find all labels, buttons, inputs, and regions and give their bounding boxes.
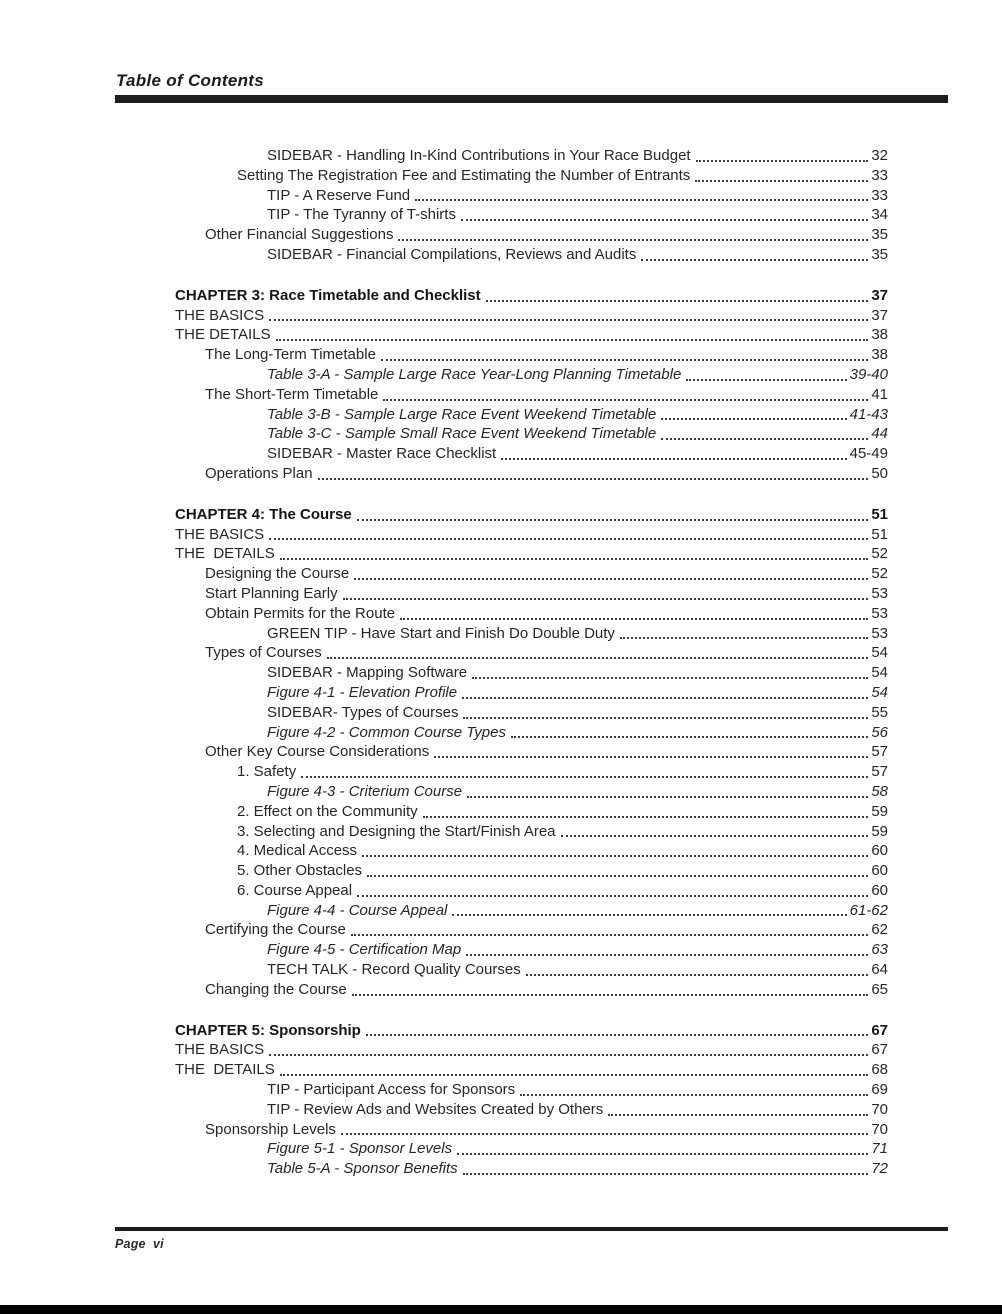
toc-entry <box>175 802 888 822</box>
toc-entry <box>175 723 888 743</box>
dot-leader <box>352 994 869 996</box>
toc-section <box>175 505 888 1000</box>
dot-leader <box>301 776 868 778</box>
toc-entry-page: 60 <box>871 842 888 860</box>
toc-entry <box>175 146 888 166</box>
toc-entry-page: 53 <box>871 584 888 602</box>
toc-entry-page: 69 <box>871 1081 888 1099</box>
toc-entry-label: 3. Selecting and Designing the Start/Finish Area <box>237 822 556 840</box>
toc-entry-label: Other Financial Suggestions <box>205 226 394 244</box>
toc-entry <box>175 861 888 881</box>
toc-entry <box>175 1139 888 1159</box>
toc-entry-page: 70 <box>871 1100 888 1118</box>
toc-entry-page: 45-49 <box>849 445 888 463</box>
dot-leader <box>457 1153 868 1155</box>
toc-entry <box>175 405 888 425</box>
dot-leader <box>269 1054 868 1056</box>
toc-entry-page: 33 <box>871 186 888 204</box>
dot-leader <box>280 558 869 560</box>
toc-entry-page: 38 <box>871 326 888 344</box>
footer-rule <box>115 1227 948 1231</box>
dot-leader <box>381 359 868 361</box>
toc-entry-label: THE DETAILS <box>175 545 275 563</box>
dot-leader <box>463 717 868 719</box>
toc-entry-page: 63 <box>871 941 888 959</box>
toc-entry-label: TIP - A Reserve Fund <box>267 186 411 204</box>
toc-entry-label: 1. Safety <box>237 763 297 781</box>
toc-entry-page: 54 <box>871 664 888 682</box>
toc-entry <box>175 286 888 306</box>
dot-leader <box>641 259 868 261</box>
toc-entry-page: 34 <box>871 206 888 224</box>
dot-leader <box>561 835 869 837</box>
dot-leader <box>695 180 868 182</box>
dot-leader <box>357 519 869 521</box>
toc-entry-label: 4. Medical Access <box>237 842 358 860</box>
toc-entry-page: 53 <box>871 604 888 622</box>
toc-entry <box>175 742 888 762</box>
toc-entry-page: 70 <box>871 1120 888 1138</box>
dot-leader <box>366 1034 868 1036</box>
toc-entry-label: CHAPTER 4: The Course <box>175 505 352 523</box>
toc-entry-page: 32 <box>871 147 888 164</box>
scan-edge-bar <box>0 1305 1002 1314</box>
toc-entry <box>175 564 888 584</box>
toc-entry-page: 41 <box>871 385 888 403</box>
dot-leader <box>526 974 869 976</box>
toc-entry <box>175 205 888 225</box>
dot-leader <box>434 756 868 758</box>
dot-leader <box>661 418 846 420</box>
dot-leader <box>343 598 869 600</box>
dot-leader <box>280 1074 869 1076</box>
toc-entry-page: 57 <box>871 763 888 781</box>
dot-leader <box>354 578 868 580</box>
dot-leader <box>461 219 868 221</box>
dot-leader <box>452 914 846 916</box>
toc-entry-label: Figure 5-1 - Sponsor Levels <box>267 1140 453 1158</box>
toc-entry-page: 50 <box>871 464 888 482</box>
toc-entry-page: 67 <box>871 1041 888 1059</box>
toc-entry <box>175 960 888 980</box>
toc-entry <box>175 166 888 186</box>
dot-leader <box>423 816 869 818</box>
toc-entry-page: 38 <box>871 346 888 364</box>
toc-entry <box>175 424 888 444</box>
toc-section <box>175 146 888 265</box>
toc-entry-page: 35 <box>871 226 888 244</box>
toc-entry-label: Obtain Permits for the Route <box>205 604 396 622</box>
toc-entry-page: 56 <box>871 723 888 741</box>
toc-entry <box>175 604 888 624</box>
toc-entry-page: 44 <box>871 425 888 443</box>
toc-entry-label: Certifying the Course <box>205 921 346 939</box>
toc-entry-label: TIP - Review Ads and Websites Created by Others <box>267 1100 604 1118</box>
page-number-label: Page vi <box>115 1237 164 1251</box>
toc-entry <box>175 822 888 842</box>
toc-entry <box>175 444 888 464</box>
toc-entry-label: CHAPTER 5: Sponsorship <box>175 1021 361 1039</box>
toc-entry-label: 6. Course Appeal <box>237 881 353 899</box>
toc-entry <box>175 1080 888 1100</box>
toc-entry-label: TECH TALK - Record Quality Courses <box>267 961 521 979</box>
toc-entry-label: Figure 4-4 - Course Appeal <box>267 901 448 919</box>
toc-entry-page: 67 <box>871 1021 888 1039</box>
toc-entry <box>175 1060 888 1080</box>
toc-entry-label: THE BASICS <box>175 306 265 324</box>
toc-entry-page: 55 <box>871 703 888 721</box>
toc-entry <box>175 1021 888 1041</box>
toc-entry-label: THE BASICS <box>175 525 265 543</box>
toc-entry-page: 59 <box>871 802 888 820</box>
dot-leader <box>341 1133 868 1135</box>
toc-entry-page: 65 <box>871 980 888 998</box>
dot-leader <box>400 618 868 620</box>
dot-leader <box>398 239 868 241</box>
page-title: Table of Contents <box>116 71 265 90</box>
toc-entry-label: 2. Effect on the Community <box>237 802 418 820</box>
toc-entry <box>175 365 888 385</box>
toc-entry <box>175 980 888 1000</box>
toc-entry-label: SIDEBAR- Types of Courses <box>267 703 459 721</box>
toc-entry-page: 71 <box>871 1140 888 1158</box>
toc-entry-page: 59 <box>871 822 888 840</box>
toc-entry-page: 51 <box>871 525 888 543</box>
toc-entry-page: 51 <box>871 505 888 523</box>
toc-entry-page: 58 <box>871 782 888 800</box>
toc-entry-label: Setting The Registration Fee and Estimating the Number of Entrants <box>237 166 691 184</box>
dot-leader <box>269 319 868 321</box>
dot-leader <box>608 1114 868 1116</box>
toc-entry <box>175 1159 888 1179</box>
toc-entry <box>175 940 888 960</box>
toc-entry-label: THE DETAILS <box>175 1061 275 1079</box>
toc-entry-label: THE BASICS <box>175 1041 265 1059</box>
toc-entry-page: 53 <box>871 624 888 642</box>
toc-entry-label: SIDEBAR - Financial Compilations, Reviews and Audits <box>267 245 637 263</box>
toc-entry-label: Figure 4-1 - Elevation Profile <box>267 683 458 701</box>
toc-entry-page: 37 <box>871 306 888 324</box>
toc-entry-label: Sponsorship Levels <box>205 1120 336 1138</box>
dot-leader <box>327 657 869 659</box>
toc-entry <box>175 505 888 525</box>
dot-leader <box>466 954 868 956</box>
toc-entry <box>175 624 888 644</box>
toc-entry-label: 5. Other Obstacles <box>237 862 363 880</box>
toc-entry-label: The Short-Term Timetable <box>205 385 379 403</box>
dot-leader <box>501 458 846 460</box>
dot-leader <box>269 538 868 540</box>
toc-entry <box>175 306 888 326</box>
header-rule <box>115 95 948 103</box>
toc-entry-label: SIDEBAR - Master Race Checklist <box>267 445 497 463</box>
toc-entry-label: Table 3-B - Sample Large Race Event Weekend Timetable <box>267 405 657 423</box>
toc-entry-label: Types of Courses <box>205 644 322 662</box>
toc-entry-page: 41-43 <box>849 405 888 423</box>
toc-entry-label: CHAPTER 3: Race Timetable and Checklist <box>175 286 481 304</box>
toc-entry-page: 35 <box>871 245 888 263</box>
toc-entry-label: Other Key Course Considerations <box>205 743 430 761</box>
dot-leader <box>463 1173 869 1175</box>
dot-leader <box>686 379 846 381</box>
toc-entry-page: 64 <box>871 961 888 979</box>
dot-leader <box>620 637 868 639</box>
dot-leader <box>467 796 868 798</box>
toc-entry-page: 60 <box>871 862 888 880</box>
toc-entry <box>175 762 888 782</box>
toc-entry-page: 52 <box>871 565 888 583</box>
toc-entry-label: Figure 4-5 - Certification Map <box>267 941 462 959</box>
dot-leader <box>472 677 868 679</box>
toc-entry <box>175 643 888 663</box>
dot-leader <box>462 697 868 699</box>
toc-entry-label: Figure 4-3 - Criterium Course <box>267 782 463 800</box>
toc-entry-label: TIP - The Tyranny of T-shirts <box>267 206 456 224</box>
toc-entry-label: THE DETAILS <box>175 326 271 344</box>
toc-entry-label: Table 3-C - Sample Small Race Event Weekend Timetable <box>267 425 657 443</box>
toc-entry-label: Start Planning Early <box>205 584 338 602</box>
toc-entry-label: SIDEBAR - Handling In-Kind Contributions in Your Race Budget <box>267 147 691 164</box>
toc-entry-label: Table 5-A - Sponsor Benefits <box>267 1160 458 1178</box>
toc-entry <box>175 325 888 345</box>
dot-leader <box>276 339 869 341</box>
toc-entry <box>175 1040 888 1060</box>
dot-leader <box>415 199 868 201</box>
toc-entry <box>175 881 888 901</box>
dot-leader <box>511 736 868 738</box>
toc-entry <box>175 225 888 245</box>
toc-entry <box>175 544 888 564</box>
toc-entry <box>175 464 888 484</box>
toc-entry-label: GREEN TIP - Have Start and Finish Do Double Duty <box>267 624 615 642</box>
toc-entry-label: TIP - Participant Access for Sponsors <box>267 1081 516 1099</box>
toc-entry-label: Figure 4-2 - Common Course Types <box>267 723 506 741</box>
toc-entry-label: Designing the Course <box>205 565 350 583</box>
toc-entry-page: 60 <box>871 881 888 899</box>
toc-entry-page: 54 <box>871 644 888 662</box>
toc-entry-page: 52 <box>871 545 888 563</box>
dot-leader <box>661 438 868 440</box>
dot-leader <box>367 875 868 877</box>
toc-entry <box>175 782 888 802</box>
toc-entry <box>175 584 888 604</box>
toc-section <box>175 1021 888 1179</box>
dot-leader <box>357 895 868 897</box>
toc-entry <box>175 525 888 545</box>
toc-entry-label: The Long-Term Timetable <box>205 346 376 364</box>
toc-entry-page: 37 <box>871 286 888 304</box>
toc-entry-label: Operations Plan <box>205 464 313 482</box>
toc-entry <box>175 1120 888 1140</box>
toc-entry <box>175 901 888 921</box>
dot-leader <box>383 399 868 401</box>
dot-leader <box>520 1094 868 1096</box>
toc-entry <box>175 245 888 265</box>
dot-leader <box>351 934 868 936</box>
toc-entry-page: 72 <box>871 1160 888 1178</box>
toc-entry-page: 33 <box>871 166 888 184</box>
dot-leader <box>362 855 868 857</box>
dot-leader <box>486 300 869 302</box>
toc-entry <box>175 703 888 723</box>
toc-entry <box>175 663 888 683</box>
toc-entry-page: 68 <box>871 1061 888 1079</box>
toc-entry-page: 39-40 <box>849 365 888 383</box>
toc-entry-label: SIDEBAR - Mapping Software <box>267 664 468 682</box>
toc-entry-page: 57 <box>871 743 888 761</box>
toc-section <box>175 286 888 484</box>
toc-entry <box>175 683 888 703</box>
toc-entry-page: 61-62 <box>849 901 888 919</box>
table-of-contents <box>175 146 888 1179</box>
toc-entry-label: Changing the Course <box>205 980 347 998</box>
toc-entry-label: Table 3-A - Sample Large Race Year-Long Planning Timetable <box>267 365 682 383</box>
toc-entry <box>175 186 888 206</box>
toc-entry <box>175 841 888 861</box>
dot-leader <box>696 160 869 162</box>
toc-entry <box>175 345 888 365</box>
dot-leader <box>318 478 869 480</box>
toc-entry-page: 54 <box>871 683 888 701</box>
toc-entry <box>175 1100 888 1120</box>
toc-entry <box>175 920 888 940</box>
toc-entry-page: 62 <box>871 921 888 939</box>
toc-entry <box>175 385 888 405</box>
